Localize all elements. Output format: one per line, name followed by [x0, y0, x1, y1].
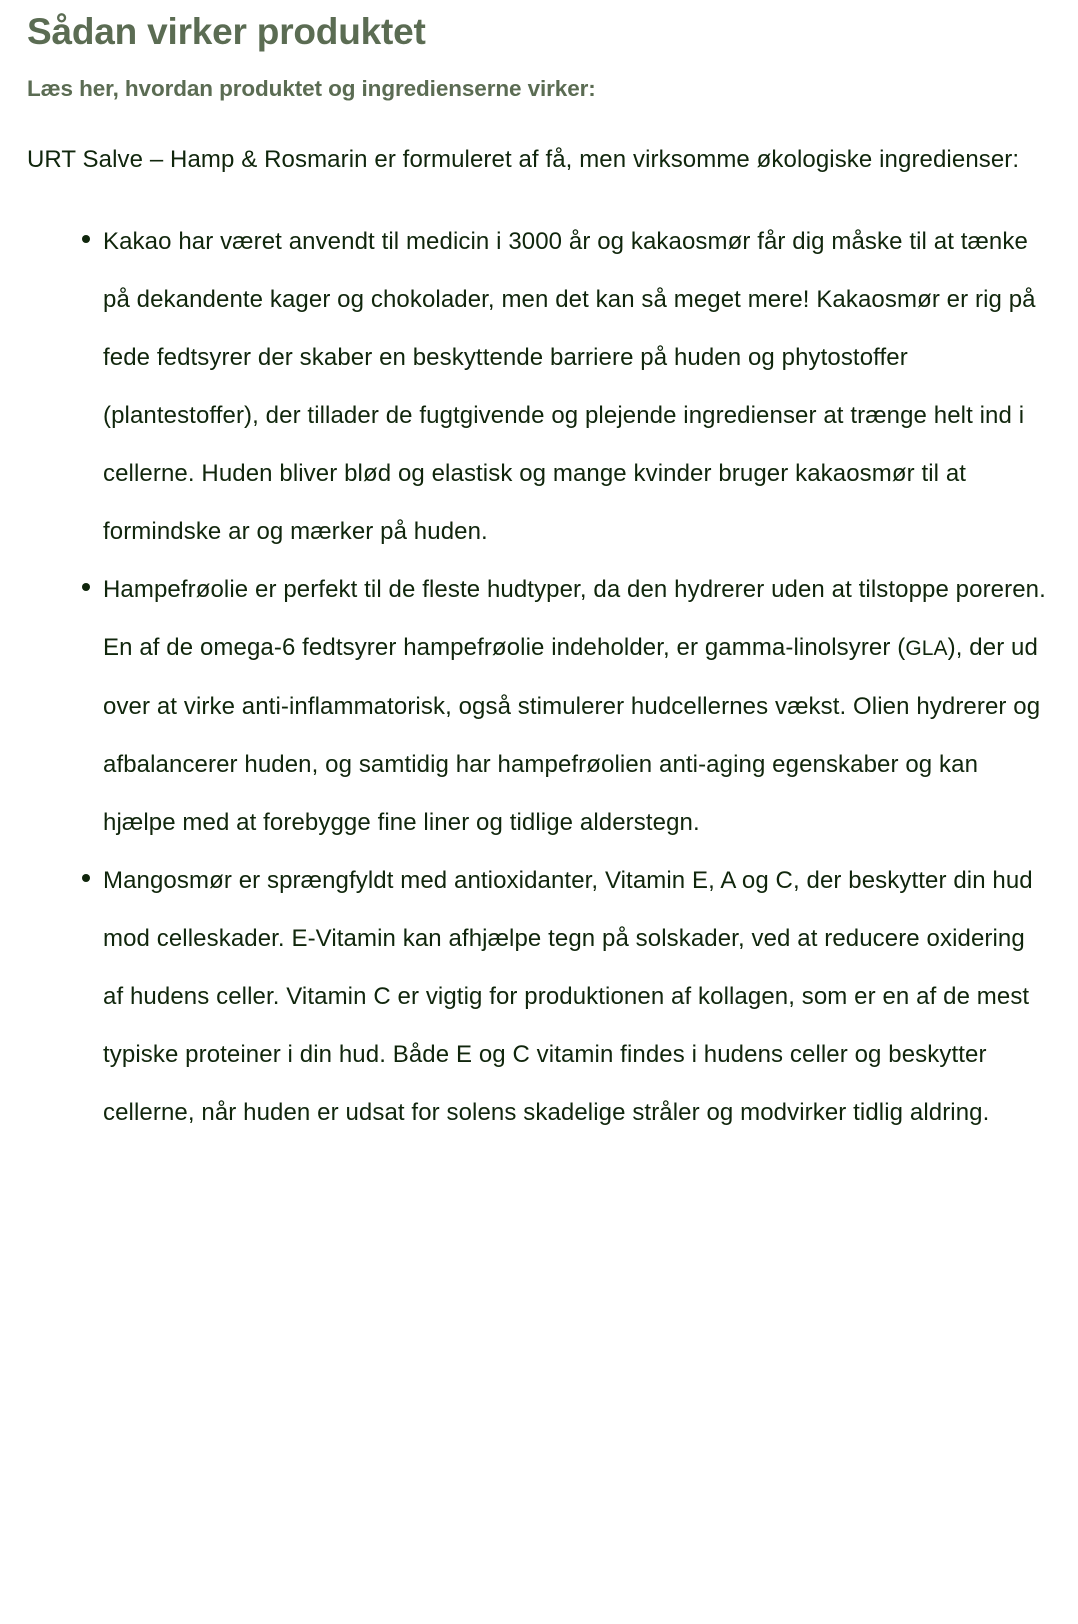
page-title: Sådan virker produktet — [27, 11, 426, 52]
list-item — [27, 561, 1050, 852]
list-item — [27, 852, 1050, 1142]
ingredient-description: Hampefrøolie er perfekt til de fleste hudtyper, da den hydrerer uden at tilstoppe poreren. En af de omega-6 fedtsyrer hampefrøolie indeholder, er gamma-linolsyrer ( — [103, 576, 1046, 661]
bullet-icon — [82, 874, 90, 882]
intro-paragraph: URT Salve – Hamp & Rosmarin er formuleret af få, men virksomme økologiske ingredienser: — [27, 146, 1020, 173]
ingredient-description-cont: ), der ud over at virke anti-inflammatorisk, også stimulerer hudcellernes vækst. Olien hydrerer og afbalancerer huden, og samtidig har hampefrøolien anti-aging egenskaber og kan hjælpe med at forebygge fine liner og tidlige alderstegn. — [103, 634, 1041, 836]
ingredient-description: Mangosmør er sprængfyldt med antioxidanter, Vitamin E, A og C, der beskytter din hud mod celleskader. E-Vitamin kan afhjælpe tegn på solskader, ved at reducere oxidering af hudens celler. Vitamin C er vigtig for produktionen af kollagen, som er en af de mest typiske proteiner i din hud. Både E og C vitamin findes i hudens celler og beskytter cellerne, når huden er udsat for solens skadelige stråler og modvirker tidlig aldring. — [103, 867, 1033, 1126]
ingredient-list — [27, 189, 1050, 1142]
bullet-icon — [82, 235, 90, 243]
section-subtitle: Læs her, hvordan produktet og ingredienserne virker: — [27, 76, 596, 101]
list-item — [27, 213, 1050, 561]
abbreviation-gla: GLA — [905, 637, 948, 660]
bullet-icon — [82, 583, 90, 591]
ingredient-description: Kakao har været anvendt til medicin i 3000 år og kakaosmør får dig måske til at tænke på dekandente kager og chokolader, men det kan så meget mere! Kakaosmør er rig på fede fedtsyrer der skaber en beskyttende barriere på huden og phytostoffer (plantestoffer), der tillader de fugtgivende og plejende ingredienser at trænge helt ind i cellerne. Huden bliver blød og elastisk og mange kvinder bruger kakaosmør til at formindske ar og mærker på huden. — [103, 228, 1036, 545]
